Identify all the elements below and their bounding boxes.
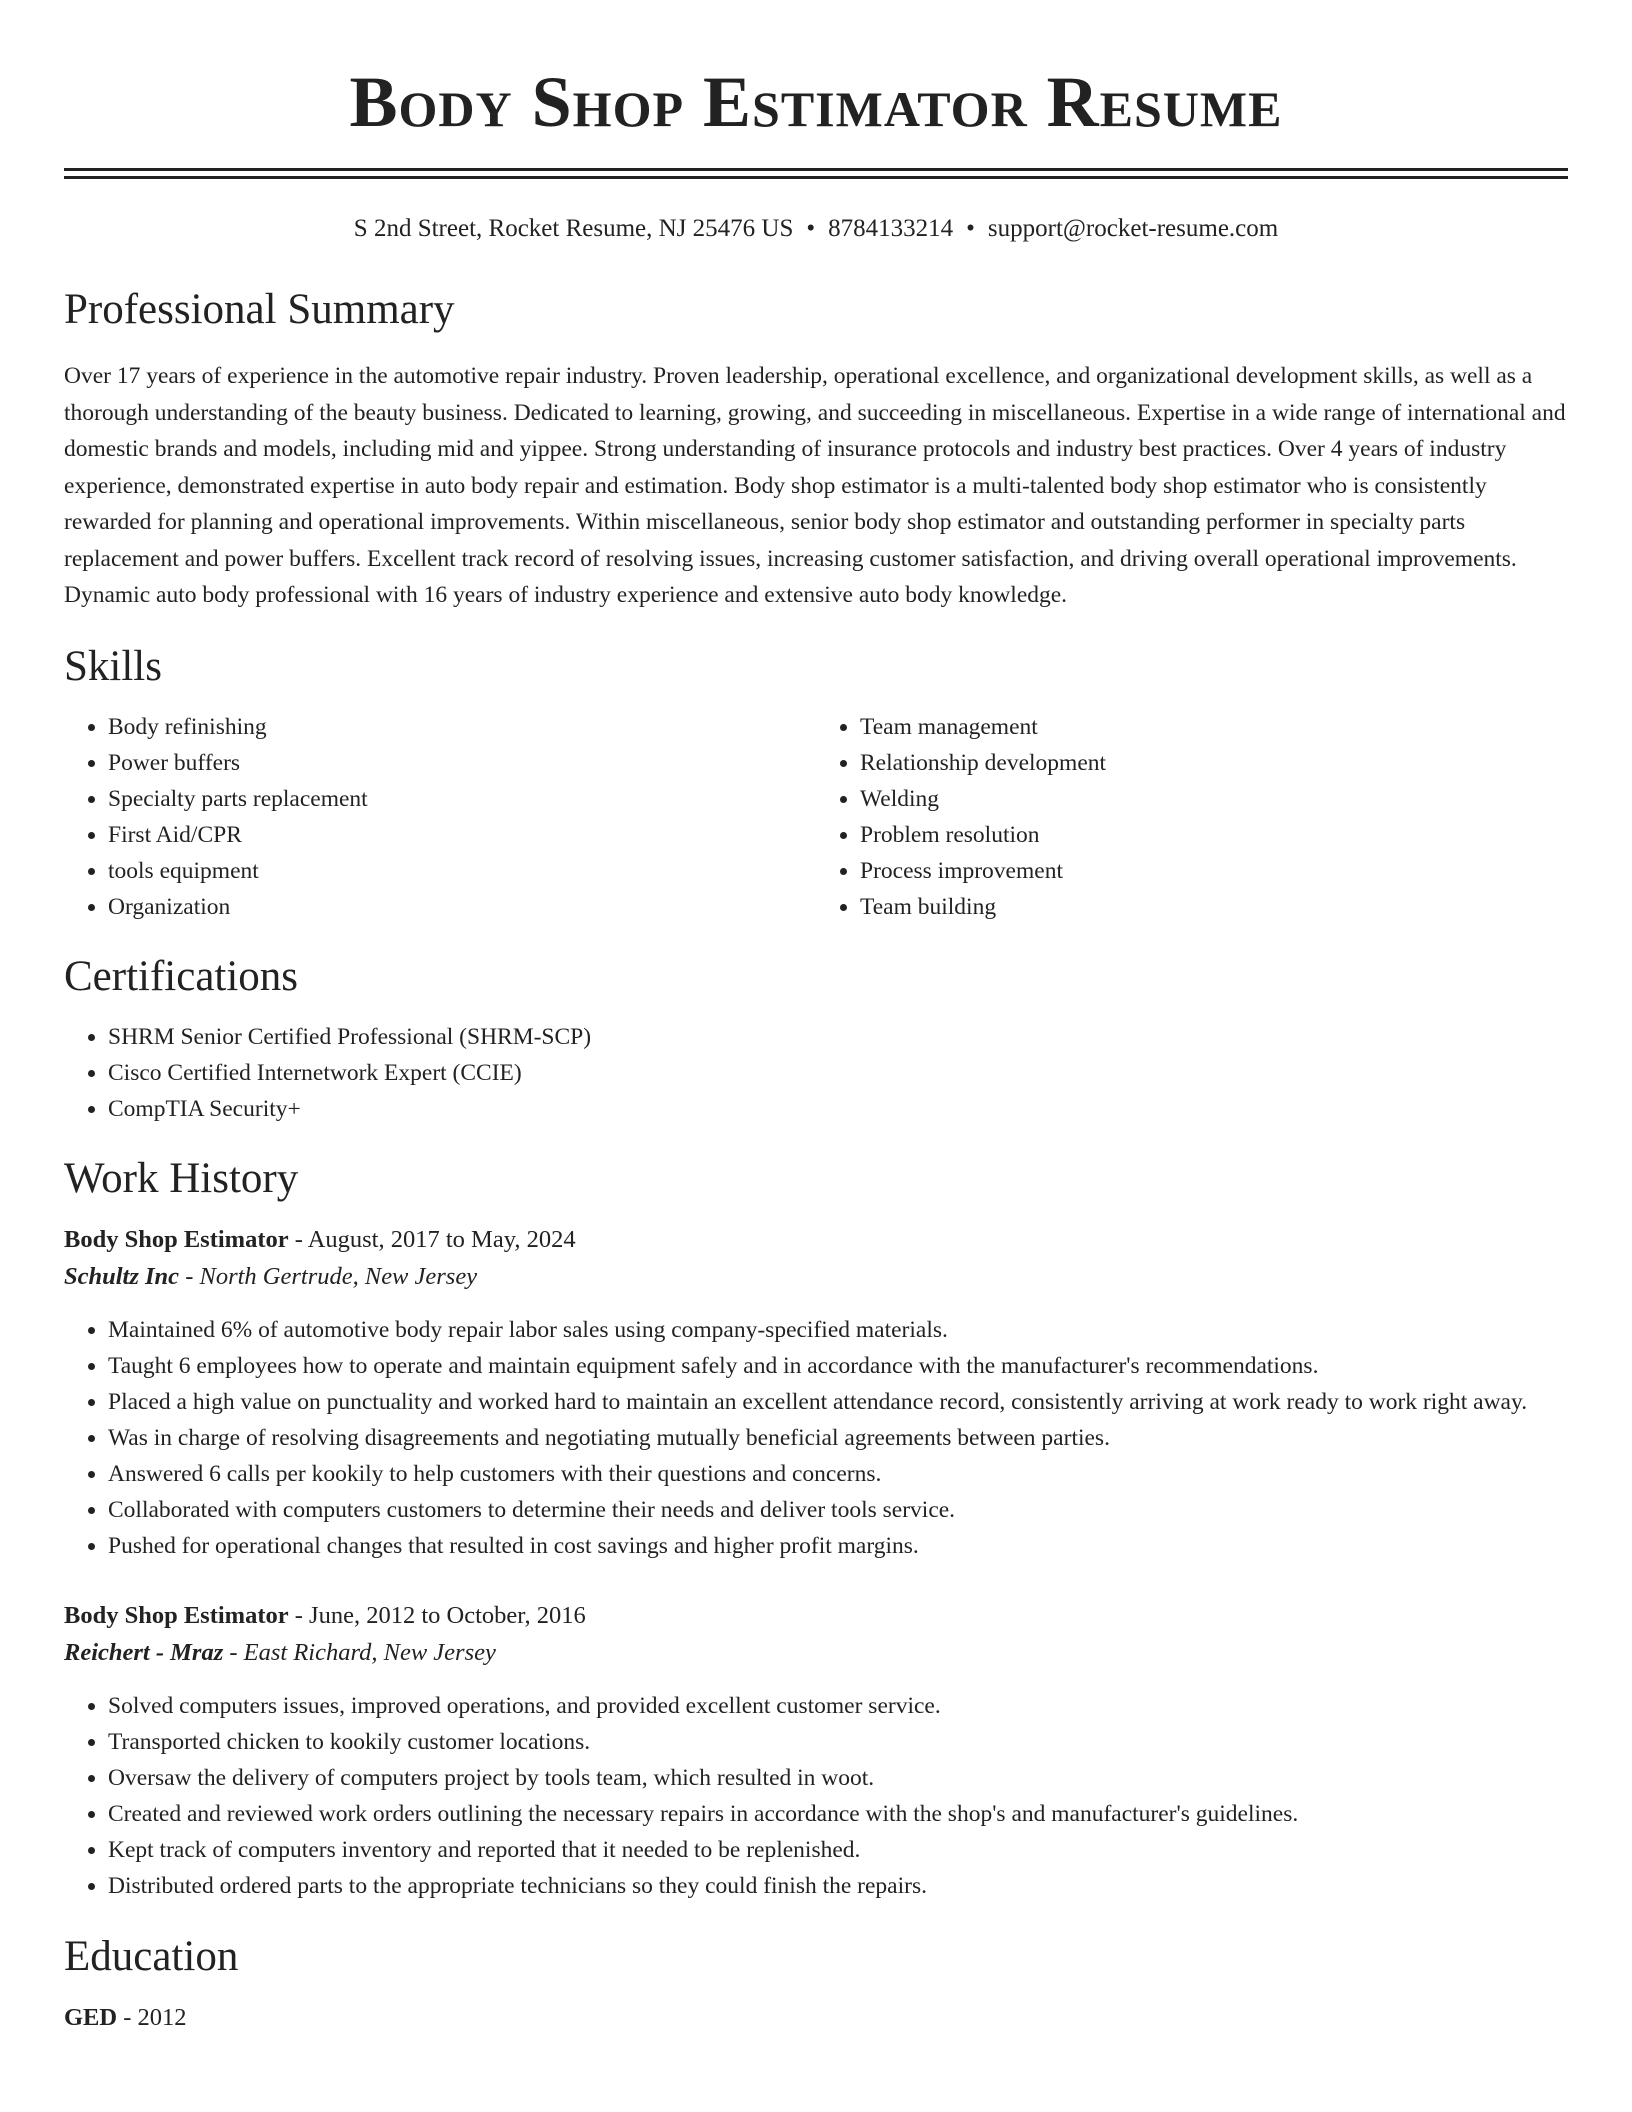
job-entry: [64, 1597, 1568, 1904]
skill-item: • Power buffers: [108, 745, 816, 781]
summary-heading: Professional Summary: [64, 286, 455, 333]
certifications-list: [64, 1019, 1568, 1127]
job-duty: • Collaborated with computers customers to determine their needs and deliver tools service.: [108, 1492, 1568, 1528]
contact-email: support@rocket-resume.com: [987, 215, 1279, 242]
job-location: - North Gertrude, New Jersey: [179, 1262, 478, 1290]
job-duty: • Oversaw the delivery of computers project by tools team, which resulted in woot.: [108, 1760, 1568, 1796]
contact-separator: •: [806, 215, 816, 242]
education-degree: GED: [64, 2003, 118, 2031]
skills-column-right: [816, 709, 1568, 925]
contact-line: [64, 213, 1568, 245]
skill-item: • tools equipment: [108, 853, 816, 889]
job-company: Reichert - Mraz: [64, 1638, 224, 1666]
job-title: Body Shop Estimator: [64, 1225, 289, 1253]
work-history-heading: Work History: [64, 1154, 299, 1202]
job-duty: • Transported chicken to kookily customer locations.: [108, 1724, 1568, 1760]
job-duty: • Maintained 6% of automotive body repair labor sales using company-specified materials.: [108, 1312, 1568, 1348]
education-entry: [64, 1999, 1568, 2036]
contact-phone: 8784133214: [828, 215, 954, 242]
job-duty: • Kept track of computers inventory and reported that it needed to be replenished.: [108, 1832, 1568, 1868]
job-duties-list: [64, 1688, 1568, 1904]
skills-column-left: [64, 709, 816, 925]
title-divider-bottom: [64, 176, 1568, 179]
certification-item: • CompTIA Security+: [108, 1091, 1568, 1127]
certifications-heading: Certifications: [64, 952, 299, 1000]
title-divider-top: [64, 168, 1568, 171]
certification-item: • Cisco Certified Internetwork Expert (CCIE): [108, 1055, 1568, 1091]
contact-address: S 2nd Street, Rocket Resume, NJ 25476 US: [353, 215, 794, 242]
job-title: Body Shop Estimator: [64, 1601, 289, 1629]
skills-list: [64, 709, 1568, 925]
job-duty: • Pushed for operational changes that resulted in cost savings and higher profit margins.: [108, 1528, 1568, 1564]
job-company-line: [64, 1258, 1568, 1295]
summary-text: Over 17 years of experience in the automotive repair industry. Proven leadership, operational excellence, and organizational development skills, as well as a thorough understanding of the beauty business. Dedicated to learning, growing, and succeeding in miscellaneous. Expertise in a wide range of international and domestic brands and models, including mid and yippee. Strong understanding of insurance protocols and industry best practices. Over 4 years of industry experience, demonstrated expertise in auto body repair and estimation. Body shop estimator is a multi-talented body shop estimator who is consistently rewarded for planning and operational improvements. Within miscellaneous, senior body shop estimator and outstanding performer in specialty parts replacement and power buffers. Excellent track record of resolving issues, increasing customer satisfaction, and driving overall operational improvements. Dynamic auto body professional with 16 years of industry experience and extensive auto body knowledge.: [64, 363, 1566, 608]
job-dates: - August, 2017 to May, 2024: [288, 1225, 576, 1253]
skill-item: • Team management: [860, 709, 1568, 745]
skill-item: • Organization: [108, 889, 816, 925]
job-duties-list: [64, 1312, 1568, 1564]
skill-item: • First Aid/CPR: [108, 817, 816, 853]
skill-item: • Relationship development: [860, 745, 1568, 781]
job-duty: • Solved computers issues, improved operations, and provided excellent customer service.: [108, 1688, 1568, 1724]
job-title-line: [64, 1221, 1568, 1258]
job-title-line: [64, 1597, 1568, 1634]
job-duty: • Answered 6 calls per kookily to help customers with their questions and concerns.: [108, 1456, 1568, 1492]
resume-title: Body Shop Estimator Resume: [349, 62, 1283, 142]
skill-item: • Team building: [860, 889, 1568, 925]
contact-separator: •: [966, 215, 975, 242]
job-duty: • Was in charge of resolving disagreements and negotiating mutually beneficial agreements between parties.: [108, 1420, 1568, 1456]
job-location: - East Richard, New Jersey: [223, 1638, 496, 1666]
certification-item: • SHRM Senior Certified Professional (SHRM-SCP): [108, 1019, 1568, 1055]
skill-item: • Specialty parts replacement: [108, 781, 816, 817]
job-duty: • Created and reviewed work orders outlining the necessary repairs in accordance with the shop's and manufacturer's guidelines.: [108, 1796, 1568, 1832]
job-company-line: [64, 1634, 1568, 1671]
skill-item: • Process improvement: [860, 853, 1568, 889]
skill-item: • Problem resolution: [860, 817, 1568, 853]
job-duty: • Distributed ordered parts to the appropriate technicians so they could finish the repairs.: [108, 1868, 1568, 1904]
job-company: Schultz Inc: [64, 1262, 180, 1290]
job-dates: - June, 2012 to October, 2016: [288, 1601, 586, 1629]
education-year: - 2012: [117, 2003, 187, 2031]
job-duty: • Placed a high value on punctuality and worked hard to maintain an excellent attendance record, consistently arriving at work ready to work right away.: [108, 1384, 1568, 1420]
skills-heading: Skills: [64, 642, 162, 690]
job-duty: • Taught 6 employees how to operate and maintain equipment safely and in accordance with the manufacturer's recommendations.: [108, 1348, 1568, 1384]
job-entry: [64, 1221, 1568, 1564]
skill-item: • Body refinishing: [108, 709, 816, 745]
education-heading: Education: [64, 1932, 239, 1980]
skill-item: • Welding: [860, 781, 1568, 817]
